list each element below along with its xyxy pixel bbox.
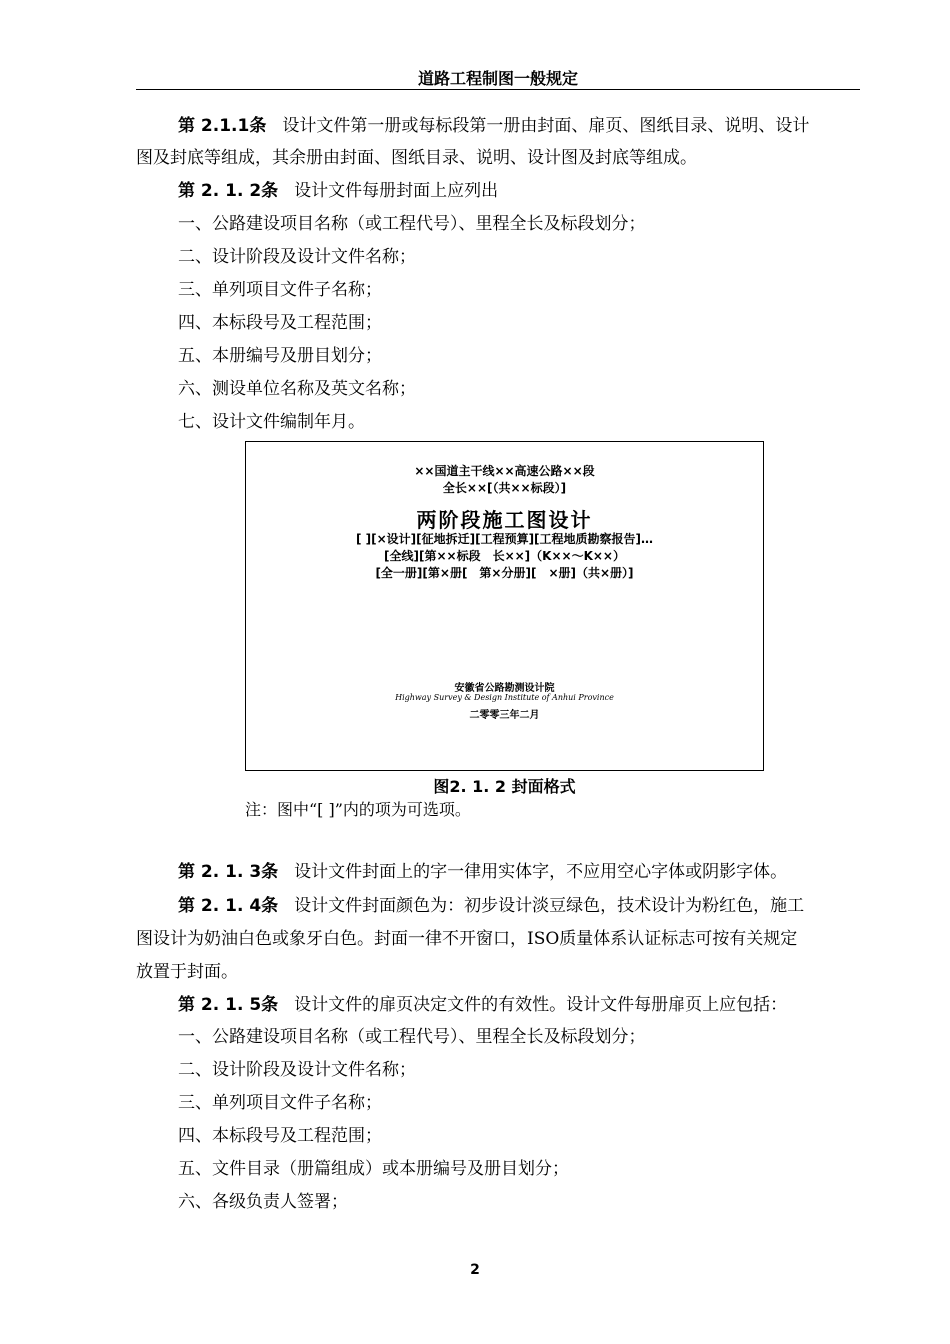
cover-section-range: [全线][第××标段 长××]（K××～K××）: [384, 549, 625, 563]
header-rule: [136, 89, 860, 90]
clause-number: 第 2. 1. 3条: [178, 862, 279, 882]
list-item: 一、公路建设项目名称（或工程代号）、里程全长及标段划分；: [178, 1027, 646, 1047]
clause-text: 设计文件每册封面上应列出: [294, 181, 499, 201]
clause-text: 设计文件第一册或每标段第一册由封面、扉页、图纸目录、说明、设计: [282, 116, 810, 136]
clause-number: 第 2.1.1条: [178, 116, 267, 136]
clause-2-1-4-continuation: 放置于封面。: [136, 962, 238, 982]
clause-2-1-5: [178, 994, 787, 1016]
list-item: 六、测设单位名称及英文名称；: [178, 379, 416, 399]
cover-document-names: [ ][×设计][征地拆迁][工程预算][工程地质勘察报告]…: [355, 532, 654, 546]
clause-2-1-1-continuation: 图及封底等组成，其余册由封面、图纸目录、说明、设计图及封底等组成。: [136, 148, 697, 168]
clause-text: 设计文件封面颜色为：初步设计淡豆绿色，技术设计为粉红色，施工: [294, 896, 805, 916]
list-item: 三、单列项目文件子名称；: [178, 280, 382, 300]
cover-date: 二零零三年二月: [469, 710, 540, 721]
clause-2-1-2: [178, 180, 498, 202]
list-item: 二、设计阶段及设计文件名称；: [178, 1060, 416, 1080]
list-item: 三、单列项目文件子名称；: [178, 1093, 382, 1113]
cover-length-sections: 全长××[（共××标段）]: [442, 481, 567, 495]
list-item: 四、本标段号及工程范围；: [178, 313, 382, 333]
cover-design-stage-title: 两阶段施工图设计: [416, 508, 593, 532]
cover-volume-info: [全一册][第×册[ 第×分册][ ×册]（共×册）]: [375, 566, 634, 580]
clause-number: 第 2. 1. 4条: [178, 896, 279, 916]
clause-2-1-4: [178, 895, 804, 917]
clause-text: 设计文件封面上的字一律用实体字，不应用空心字体或阴影字体。: [294, 862, 788, 882]
cover-institute-en: Highway Survey & Design Institute of Anhui Province: [395, 693, 614, 702]
cover-project-name: ××国道主干线××高速公路××段: [414, 464, 595, 478]
list-item: 六、各级负责人签署；: [178, 1192, 348, 1212]
clause-2-1-4-continuation: 图设计为奶油白色或象牙白色。封面一律不开窗口，ISO质量体系认证标志可按有关规定: [136, 929, 798, 949]
figure-caption: 图2. 1. 2 封面格式: [433, 777, 576, 796]
page-number: 2: [470, 1262, 480, 1278]
cover-format-figure: [245, 441, 764, 771]
clause-2-1-3: [178, 861, 787, 883]
list-item: 一、公路建设项目名称（或工程代号）、里程全长及标段划分；: [178, 214, 646, 234]
cover-institute-cn: 安徽省公路勘测设计院: [454, 683, 555, 694]
clause-number: 第 2. 1. 2条: [178, 181, 279, 201]
list-item: 五、本册编号及册目划分；: [178, 346, 382, 366]
list-item: 二、设计阶段及设计文件名称；: [178, 247, 416, 267]
page-header-title: 道路工程制图一般规定: [417, 69, 578, 88]
clause-2-1-1: [178, 115, 809, 137]
clause-text: 设计文件的扉页决定文件的有效性。设计文件每册扉页上应包括：: [294, 995, 788, 1015]
list-item: 七、设计文件编制年月。: [178, 412, 365, 432]
list-item: 四、本标段号及工程范围；: [178, 1126, 382, 1146]
clause-number: 第 2. 1. 5条: [178, 995, 279, 1015]
list-item: 五、文件目录（册篇组成）或本册编号及册目划分；: [178, 1159, 569, 1179]
figure-note: 注：图中“[ ]”内的项为可选项。: [245, 800, 471, 819]
